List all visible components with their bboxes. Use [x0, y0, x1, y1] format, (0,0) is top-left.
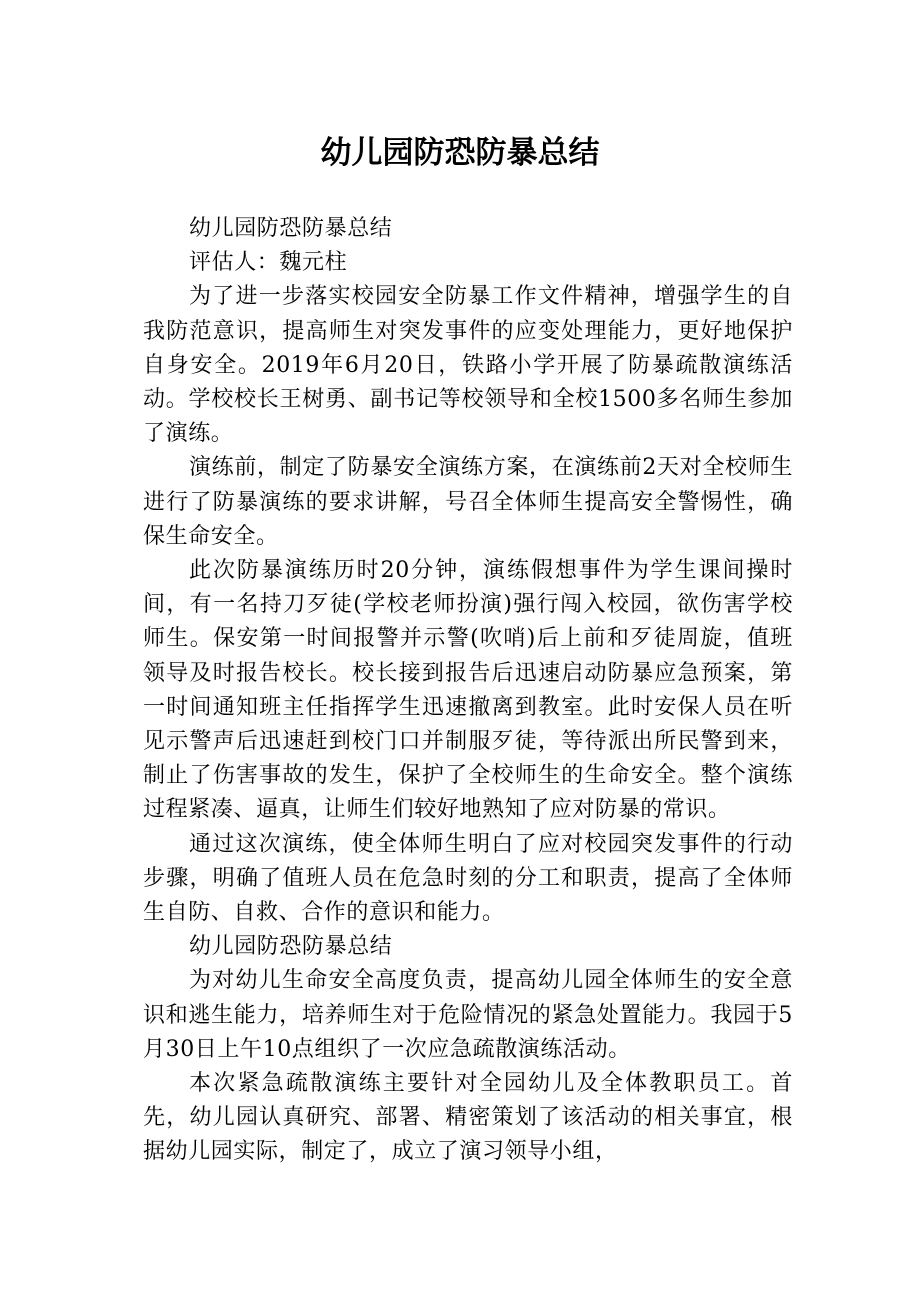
- body-paragraph: 为对幼儿生命安全高度负责，提高幼儿园全体师生的安全意识和逃生能力，培养师生对于危险情况的紧急处置能力。我园于5月30日上午10点组织了一次应急疏散演练活动。: [143, 968, 793, 1062]
- section-heading-paragraph: 幼儿园防恐防暴总结: [189, 934, 393, 960]
- assessor-line: 评估人：魏元柱: [189, 250, 348, 276]
- body-paragraph: 本次紧急疏散演练主要针对全园幼儿及全体教职员工。首先，幼儿园认真研究、部署、精密策划了该活动的相关事宜，根据幼儿园实际，制定了，成立了演习领导小组，: [143, 1071, 793, 1165]
- subtitle-paragraph: 幼儿园防恐防暴总结: [189, 216, 393, 241]
- body-paragraph: 演练前，制定了防暴安全演练方案，在演练前2天对全校师生进行了防暴演练的要求讲解，号召全体师生提高安全警惕性，确保生命安全。: [143, 455, 793, 549]
- document-body: [143, 212, 793, 1170]
- document-title: 幼儿园防恐防暴总结: [320, 135, 600, 171]
- body-paragraph: 此次防暴演练历时20分钟，演练假想事件为学生课间操时间，有一名持刀歹徒(学校老师扮演)强行闯入校园，欲伤害学校师生。保安第一时间报警并示警(吹哨)后上前和歹徒周旋，值班领导及时报告校长。校长接到报告后迅速启动防暴应急预案，第一时间通知班主任指挥学生迅速撤离到教室。此时安保人员在听见示警声后迅速赶到校门口并制服歹徒，等待派出所民警到来，制止了伤害事故的发生，保护了全校师生的生命安全。整个演练过程紧凑、逼真，让师生们较好地熟知了应对防暴的常识。: [143, 558, 793, 823]
- body-paragraph: 通过这次演练，使全体师生明白了应对校园突发事件的行动步骤，明确了值班人员在危急时刻的分工和职责，提高了全体师生自防、自救、合作的意识和能力。: [143, 831, 793, 926]
- body-paragraph: 为了进一步落实校园安全防暴工作文件精神，增强学生的自我防范意识，提高师生对突发事件的应变处理能力，更好地保护自身安全。2019年6月20日，铁路小学开展了防暴疏散演练活动。学校校长王树勇、副书记等校领导和全校1500多名师生参加了演练。: [143, 284, 793, 447]
